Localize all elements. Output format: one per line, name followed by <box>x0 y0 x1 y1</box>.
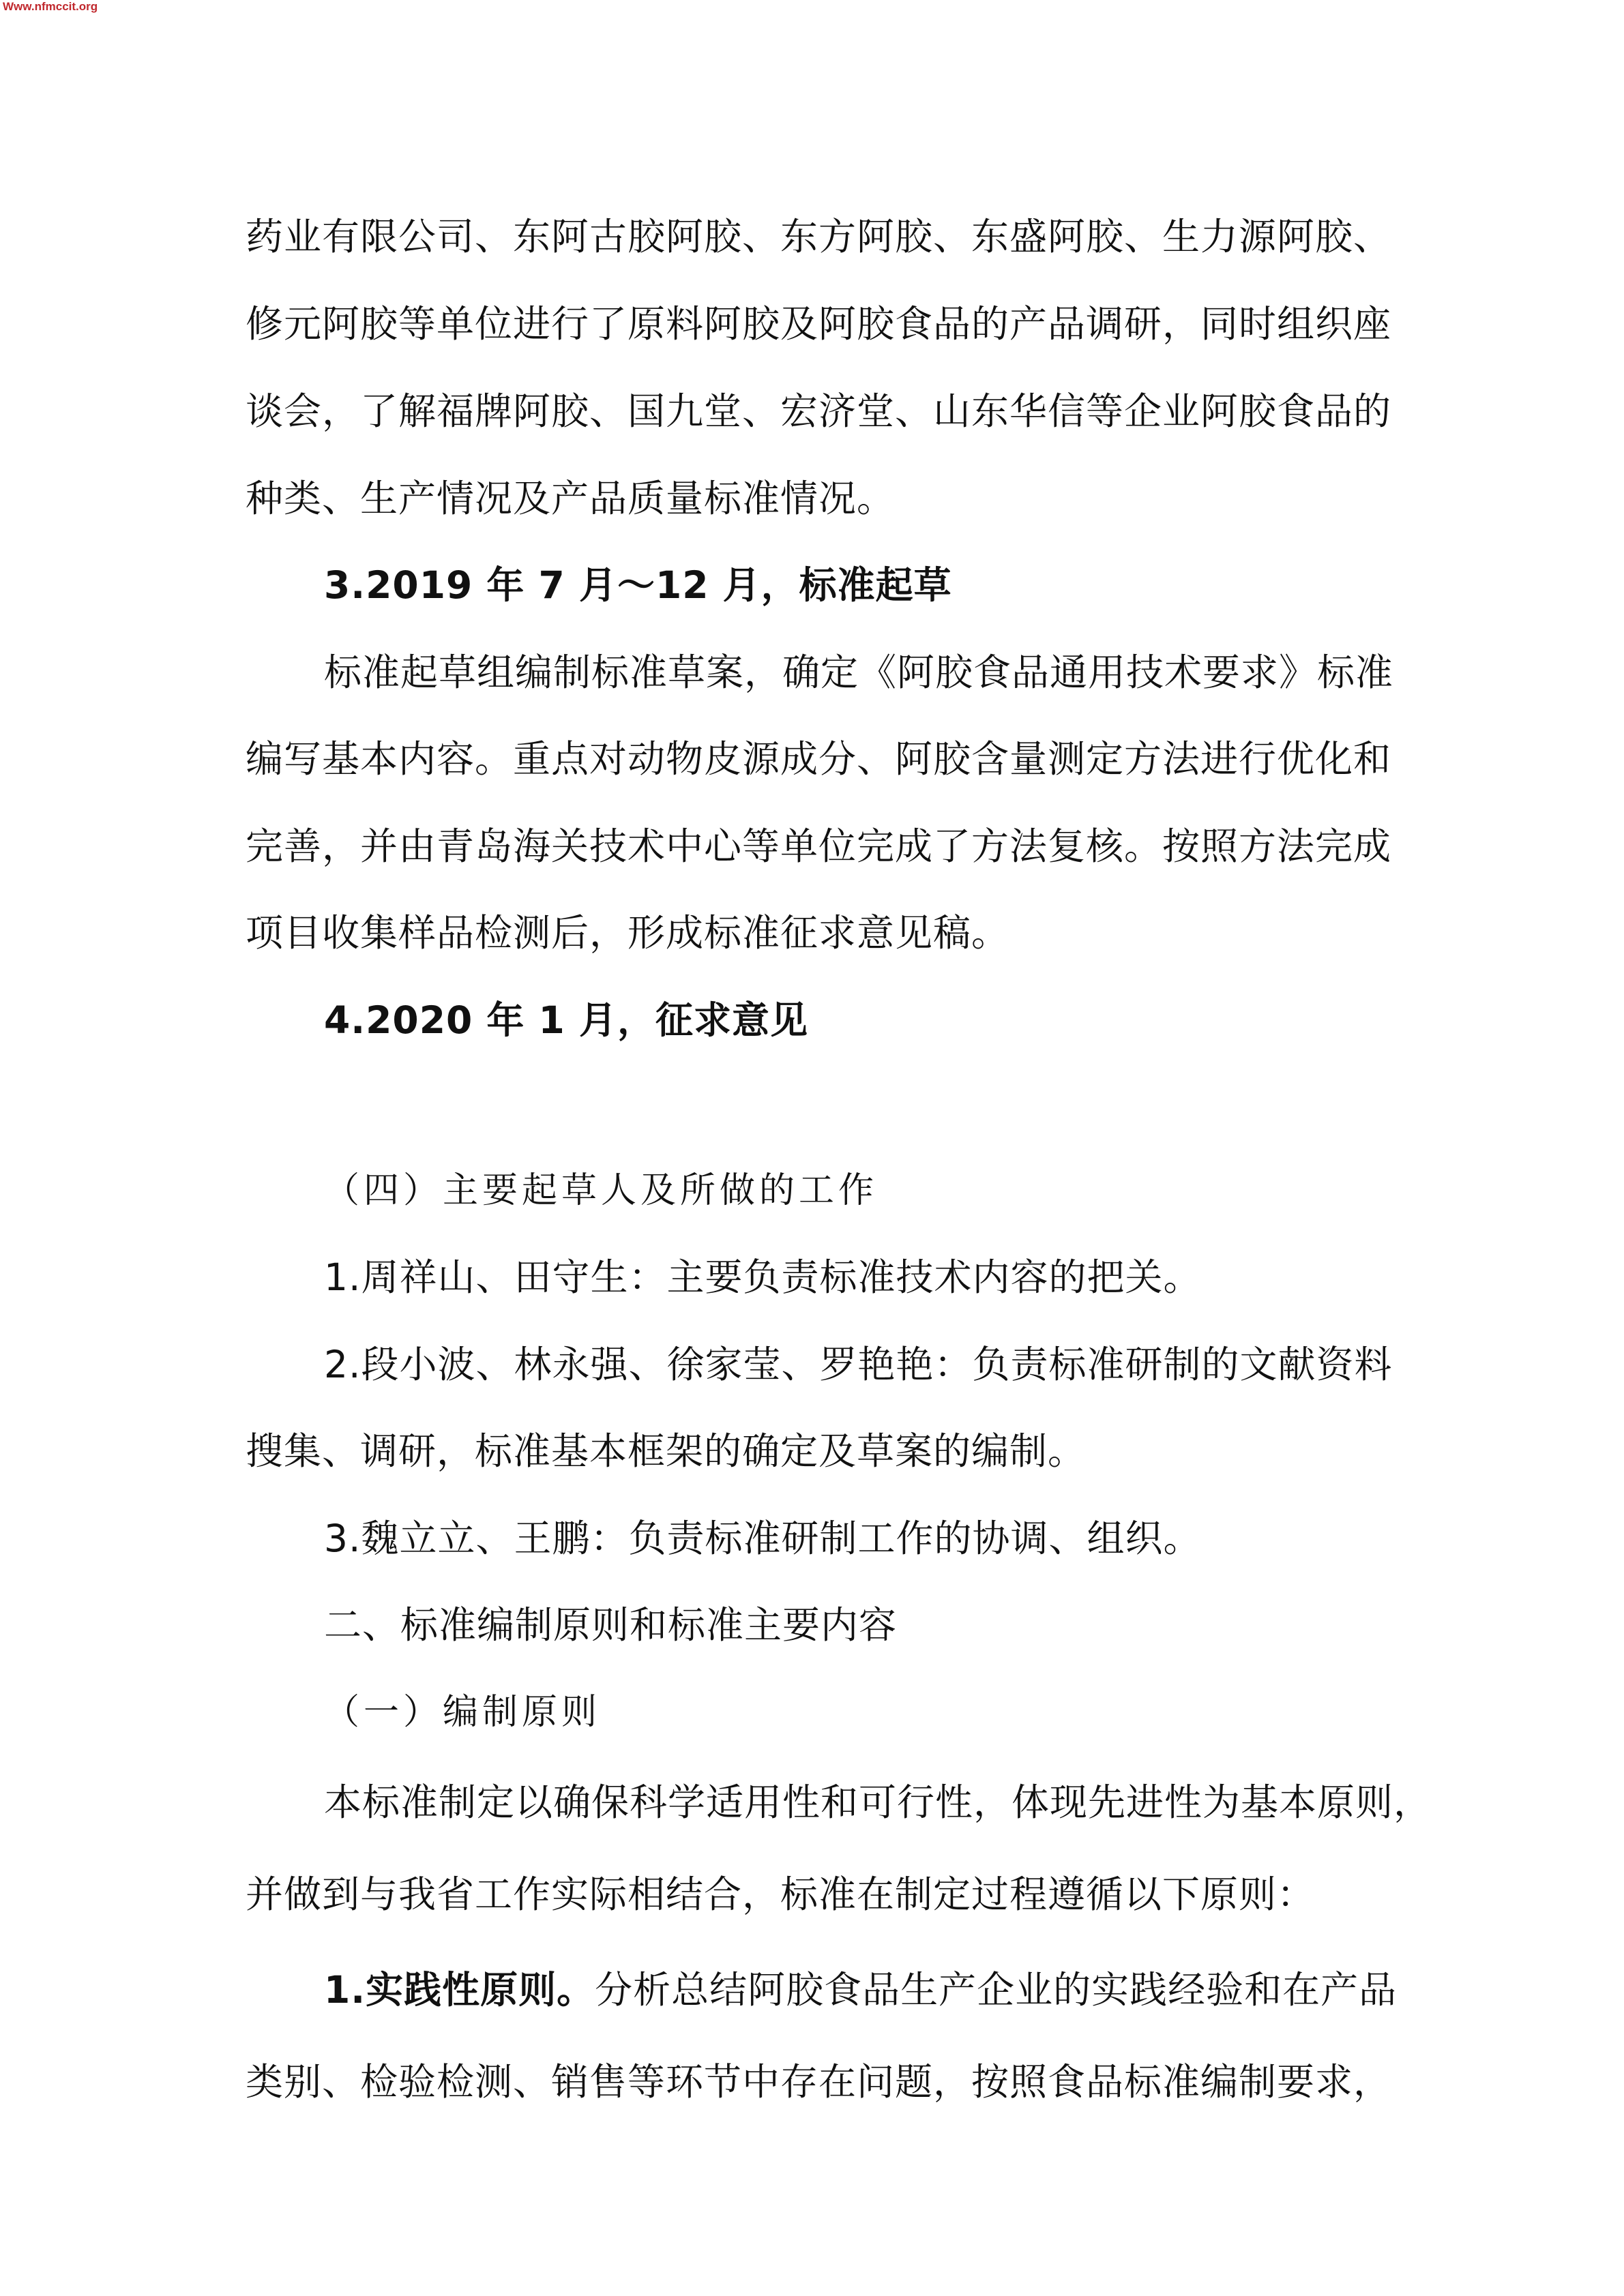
body-line: 编写基本内容。重点对动物皮源成分、阿胶含量测定方法进行优化和 <box>246 737 1392 781</box>
body-line: 搜集、调研，标准基本框架的确定及草案的编制。 <box>246 1429 1087 1473</box>
body-line: 并做到与我省工作实际相结合，标准在制定过程遵循以下原则： <box>246 1873 1316 1916</box>
body-line: 药业有限公司、东阿古胶阿胶、东方阿胶、东盛阿胶、生力源阿胶、 <box>246 215 1392 258</box>
section-heading: 二、标准编制原则和标准主要内容 <box>324 1603 898 1647</box>
watermark-text: Www.nfmccit.org <box>3 0 98 13</box>
body-line: 类别、检验检测、销售等环节中存在问题，按照食品标准编制要求， <box>246 2060 1392 2104</box>
subsection-heading: （四）主要起草人及所做的工作 <box>324 1170 879 1211</box>
subsection-heading: （一）编制原则 <box>324 1692 602 1733</box>
body-line: 本标准制定以确保科学适用性和可行性，体现先进性为基本原则， <box>324 1780 1432 1824</box>
body-line: 3.魏立立、王鹏：负责标准研制工作的协调、组织。 <box>324 1517 1202 1560</box>
body-line: 完善，并由青岛海关技术中心等单位完成了方法复核。按照方法完成 <box>246 824 1392 868</box>
principle-text: 分析总结阿胶食品生产企业的实践经验和在产品 <box>595 1968 1398 2012</box>
principle-title: 1.实践性原则。 <box>324 1968 595 2012</box>
body-line: 谈会，了解福牌阿胶、国九堂、宏济堂、山东华信等企业阿胶食品的 <box>246 389 1392 433</box>
body-line: 种类、生产情况及产品质量标准情况。 <box>246 477 896 520</box>
body-line: 修元阿胶等单位进行了原料阿胶及阿胶食品的产品调研，同时组织座 <box>246 302 1392 346</box>
principle-paragraph <box>324 1967 1397 2012</box>
body-line: 1.周祥山、田守生：主要负责标准技术内容的把关。 <box>324 1255 1202 1299</box>
body-line: 项目收集样品检测后，形成标准征求意见稿。 <box>246 911 1010 955</box>
body-line: 标准起草组编制标准草案，确定《阿胶食品通用技术要求》标准 <box>324 651 1394 694</box>
section-heading: 4.2020 年 1 月，征求意见 <box>324 998 808 1042</box>
section-heading: 3.2019 年 7 月～12 月，标准起草 <box>324 563 952 607</box>
body-line: 2.段小波、林永强、徐家莹、罗艳艳：负责标准研制的文献资料 <box>324 1343 1393 1386</box>
